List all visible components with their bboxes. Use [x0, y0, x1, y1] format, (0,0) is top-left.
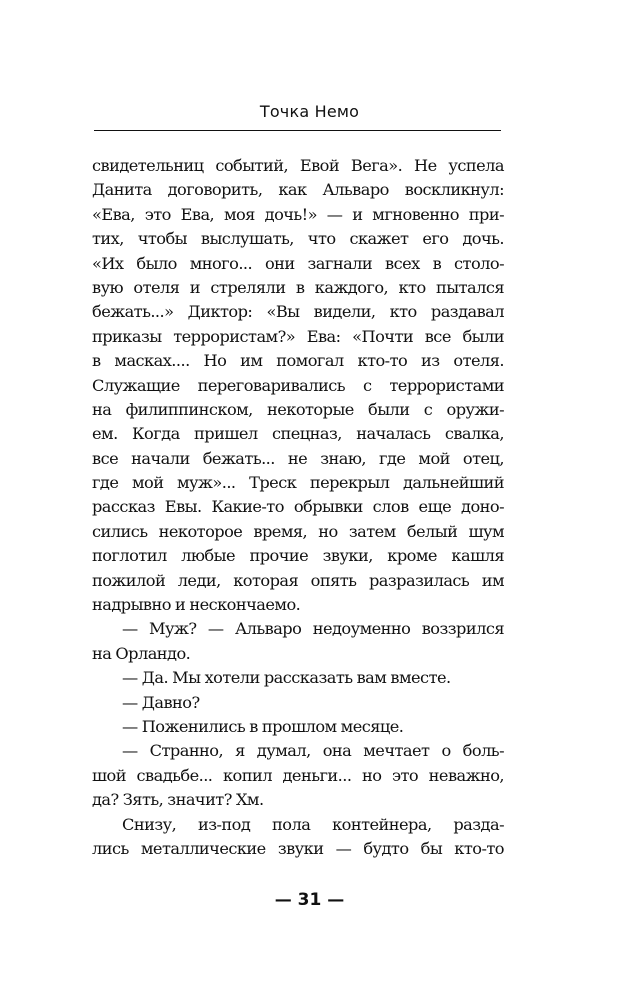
- text-line: на Орландо.: [92, 643, 191, 663]
- text-line: «Ева, это Ева, моя дочь!» — и мгновенно при-: [92, 204, 504, 224]
- header-rule: [94, 130, 501, 131]
- text-line: — Муж? — Альваро недоуменно воззрился: [122, 619, 504, 639]
- running-head: Точка Немо: [259, 102, 360, 121]
- text-line: надрывно и нескончаемо.: [92, 595, 301, 615]
- text-line: — Давно?: [122, 692, 200, 712]
- text-line: да? Зять, значит? Хм.: [92, 790, 264, 810]
- text-line: — Странно, я думал, она мечтает о боль-: [122, 741, 504, 761]
- text-line: на филиппинском, некоторые были с оружи-: [92, 399, 504, 419]
- text-line: «Их было много... они загнали всех в столо-: [92, 253, 504, 273]
- text-line: — Да. Мы хотели рассказать вам вместе.: [122, 668, 451, 688]
- text-line: свидетельниц событий, Евой Вега». Не успела: [92, 156, 504, 175]
- text-line: рассказ Евы. Какие-то обрывки слов еще доно-: [92, 497, 504, 517]
- text-line: приказы террористам?» Ева: «Почти все были: [92, 326, 504, 346]
- text-line: Данита договорить, как Альваро воскликнул:: [92, 180, 504, 200]
- text-line: тих, чтобы выслушать, что скажет его дочь.: [92, 229, 504, 249]
- text-line: где мой муж»... Треск перекрыл дальнейший: [92, 473, 504, 493]
- text-line: лись металлические звуки — будто бы кто-то: [92, 838, 504, 858]
- text-line: Служащие переговаривались с террористами: [92, 375, 504, 395]
- text-line: вую отеля и стреляли в каждого, кто пытался: [92, 277, 504, 297]
- text-line: все начали бежать... не знаю, где мой отец,: [92, 448, 504, 468]
- text-line: шой свадьбе... копил деньги... но это неважно,: [92, 765, 504, 785]
- page-number: — 31 —: [274, 890, 345, 910]
- text-line: пожилой леди, которая опять разразилась им: [92, 570, 504, 590]
- text-line: ем. Когда пришел спецназ, началась свалка,: [92, 424, 504, 444]
- text-line: — Поженились в прошлом месяце.: [122, 716, 404, 736]
- text-line: в масках.... Но им помогал кто-то из отеля.: [92, 351, 504, 371]
- body-text: [92, 154, 504, 861]
- text-line: бежать...» Диктор: «Вы видели, кто раздавал: [92, 302, 504, 322]
- text-line: Снизу, из-под пола контейнера, разда-: [122, 814, 504, 834]
- text-line: сились некоторое время, но затем белый шум: [92, 521, 504, 541]
- text-line: поглотил любые прочие звуки, кроме кашля: [92, 546, 504, 566]
